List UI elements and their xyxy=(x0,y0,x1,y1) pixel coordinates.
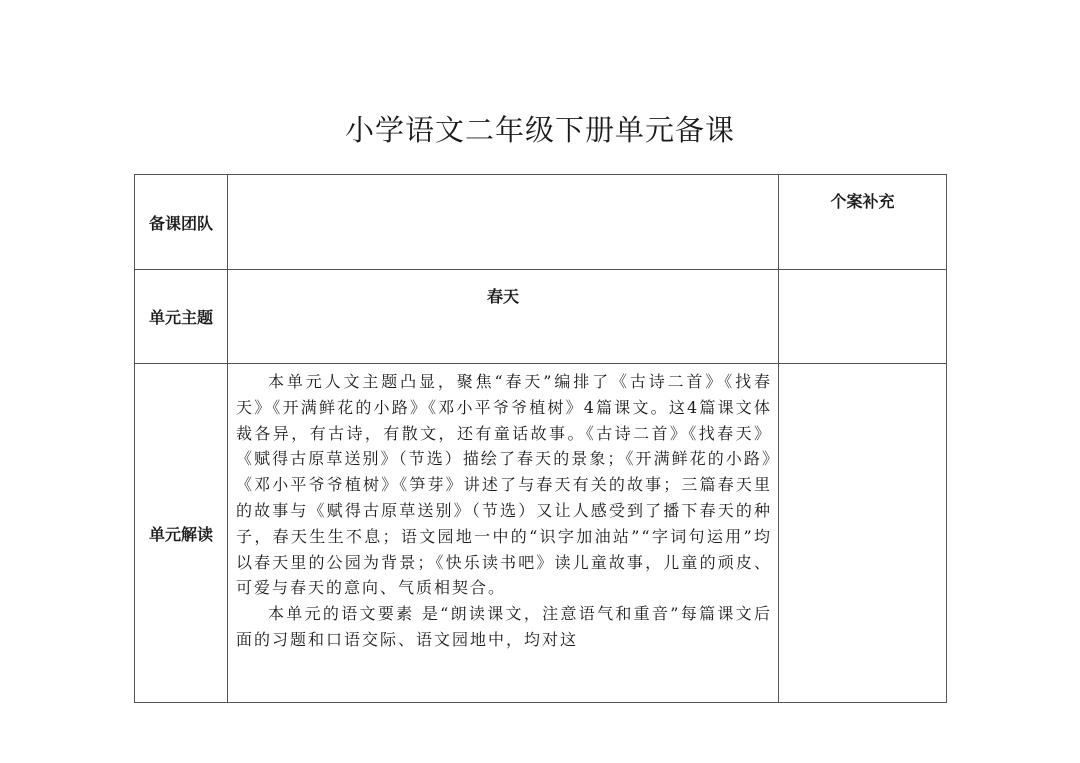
interpretation-content-cell xyxy=(228,364,779,703)
supplement-header: 个案补充 xyxy=(779,175,947,270)
theme-supplement-cell xyxy=(779,270,947,364)
table-row xyxy=(135,175,947,270)
table-row xyxy=(135,270,947,364)
interpretation-supplement-cell xyxy=(779,364,947,703)
document-title: 小学语文二年级下册单元备课 xyxy=(344,113,735,147)
row-label-theme: 单元主题 xyxy=(135,270,228,364)
row-label-team: 备课团队 xyxy=(135,175,228,270)
interpretation-text xyxy=(236,369,772,697)
lesson-plan-table xyxy=(134,174,947,703)
theme-content: 春天 xyxy=(228,270,779,364)
table-row xyxy=(135,364,947,703)
row-label-interpretation: 单元解读 xyxy=(135,364,228,703)
team-content-cell xyxy=(228,175,779,270)
interpretation-paragraph-1: 本单元人文主题凸显，聚焦“春天”编排了《古诗二首》《找春天》《开满鲜花的小路》《邓小平爷爷植树》4篇课文。这4篇课文体裁各异，有古诗，有散文，还有童话故事。《古诗二首》《找春天》《赋得古原草送别》（节选）描绘了春天的景象；《开满鲜花的小路》《邓小平爷爷植树》《笋芽》讲述了与春天有关的故事；三篇春天里的故事与《赋得古原草送别》（节选）又让人感受到了播下春天的种子，春天生生不息；语文园地一中的“识字加油站”“字词句运用”均以春天里的公园为背景；《快乐读书吧》读儿童故事，儿童的顽皮、可爱与春天的意向、气质相契合。 xyxy=(236,372,772,598)
interpretation-paragraph-2: 本单元的语文要素 是“朗读课文，注意语气和重音”每篇课文后面的习题和口语交际、语文园地中，均对这 xyxy=(236,604,772,649)
